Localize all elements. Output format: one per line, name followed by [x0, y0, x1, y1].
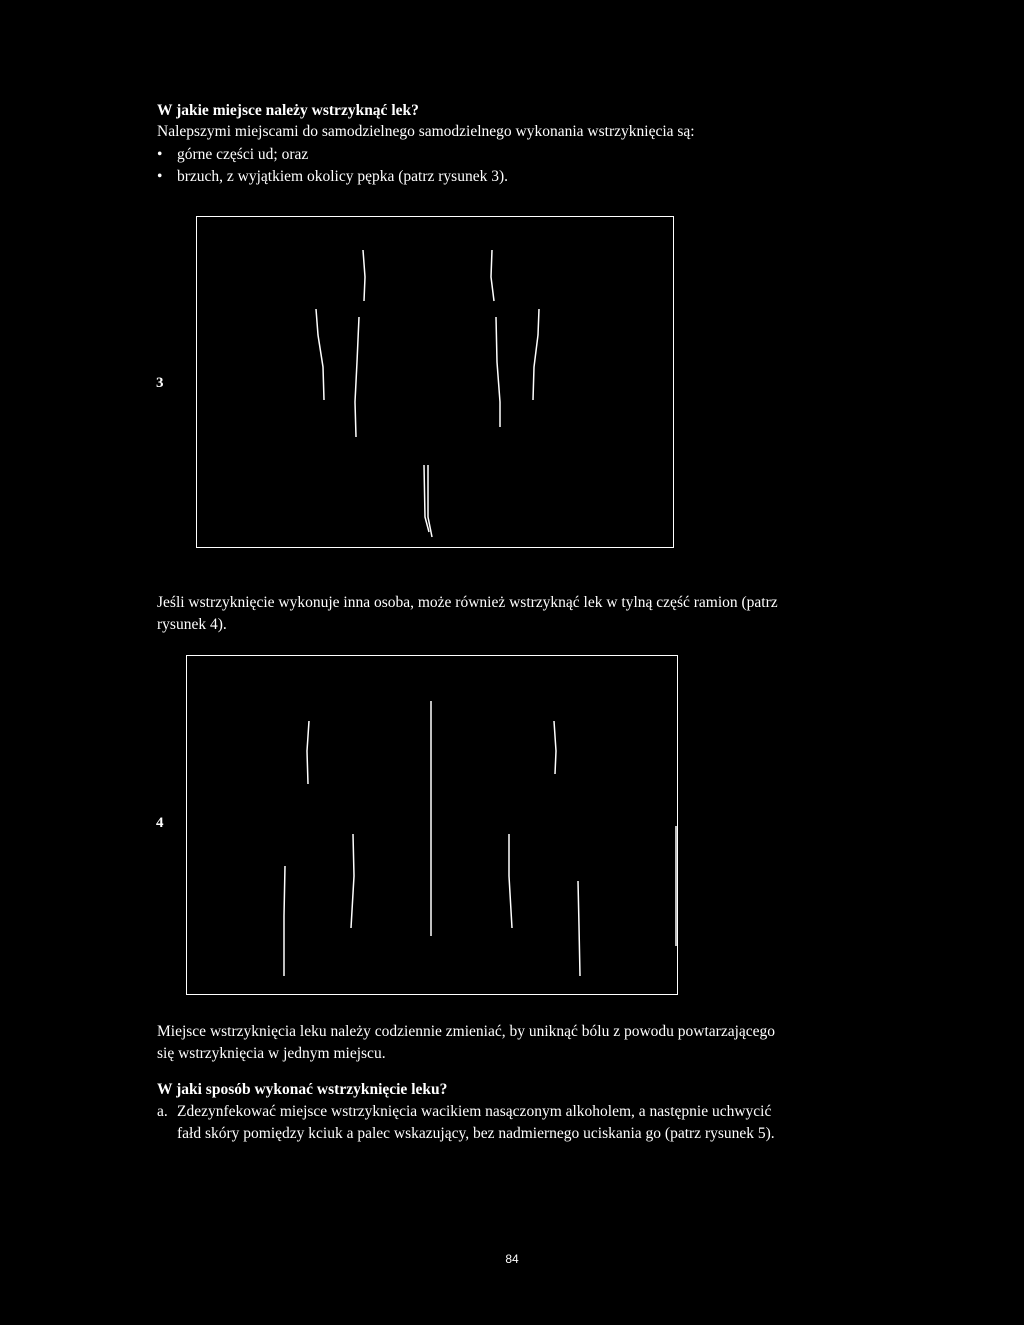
bullet-text: górne części ud; oraz — [177, 146, 309, 163]
figure-4-illustration — [187, 656, 679, 996]
bullet-item — [157, 144, 308, 165]
intro-text: Nalepszymi miejscami do samodzielnego samodzielnego wykonania wstrzyknięcia są: — [157, 123, 695, 140]
bullet-item — [157, 166, 508, 187]
paragraph-other-person: Jeśli wstrzyknięcie wykonuje inna osoba, może również wstrzyknąć lek w tylną część ramion (patrz — [157, 594, 778, 611]
step-a-text: Zdezynfekować miejsce wstrzyknięcia wacikiem nasączonym alkoholem, a następnie uchwycić — [177, 1103, 772, 1120]
step-a-text-cont: fałd skóry pomiędzy kciuk a palec wskazujący, bez nadmiernego uciskania go (patrz rysunek 5). — [177, 1125, 775, 1142]
paragraph-other-person-cont: rysunek 4). — [157, 616, 227, 633]
bullet-text: brzuch, z wyjątkiem okolicy pępka (patrz rysunek 3). — [177, 168, 508, 185]
figure-4-frame — [186, 655, 678, 995]
bullet-icon: • — [157, 168, 163, 185]
figure-3-label: 3 — [156, 375, 164, 391]
heading-injection-site: W jakie miejsce należy wstrzyknąć lek? — [157, 102, 419, 119]
heading-how-to-inject: W jaki sposób wykonać wstrzyknięcie leku? — [157, 1081, 448, 1098]
paragraph-rotate-site: Miejsce wstrzyknięcia leku należy codziennie zmieniać, by uniknąć bólu z powodu powtarzającego — [157, 1023, 776, 1040]
bullet-icon: • — [157, 146, 163, 163]
figure-3-illustration — [197, 217, 675, 549]
paragraph-rotate-site-cont: się wstrzyknięcia w jednym miejscu. — [157, 1045, 386, 1062]
step-a-marker: a. — [157, 1103, 168, 1120]
figure-4-label: 4 — [156, 815, 164, 831]
figure-3-frame — [196, 216, 674, 548]
page-number: 84 — [505, 1252, 519, 1266]
